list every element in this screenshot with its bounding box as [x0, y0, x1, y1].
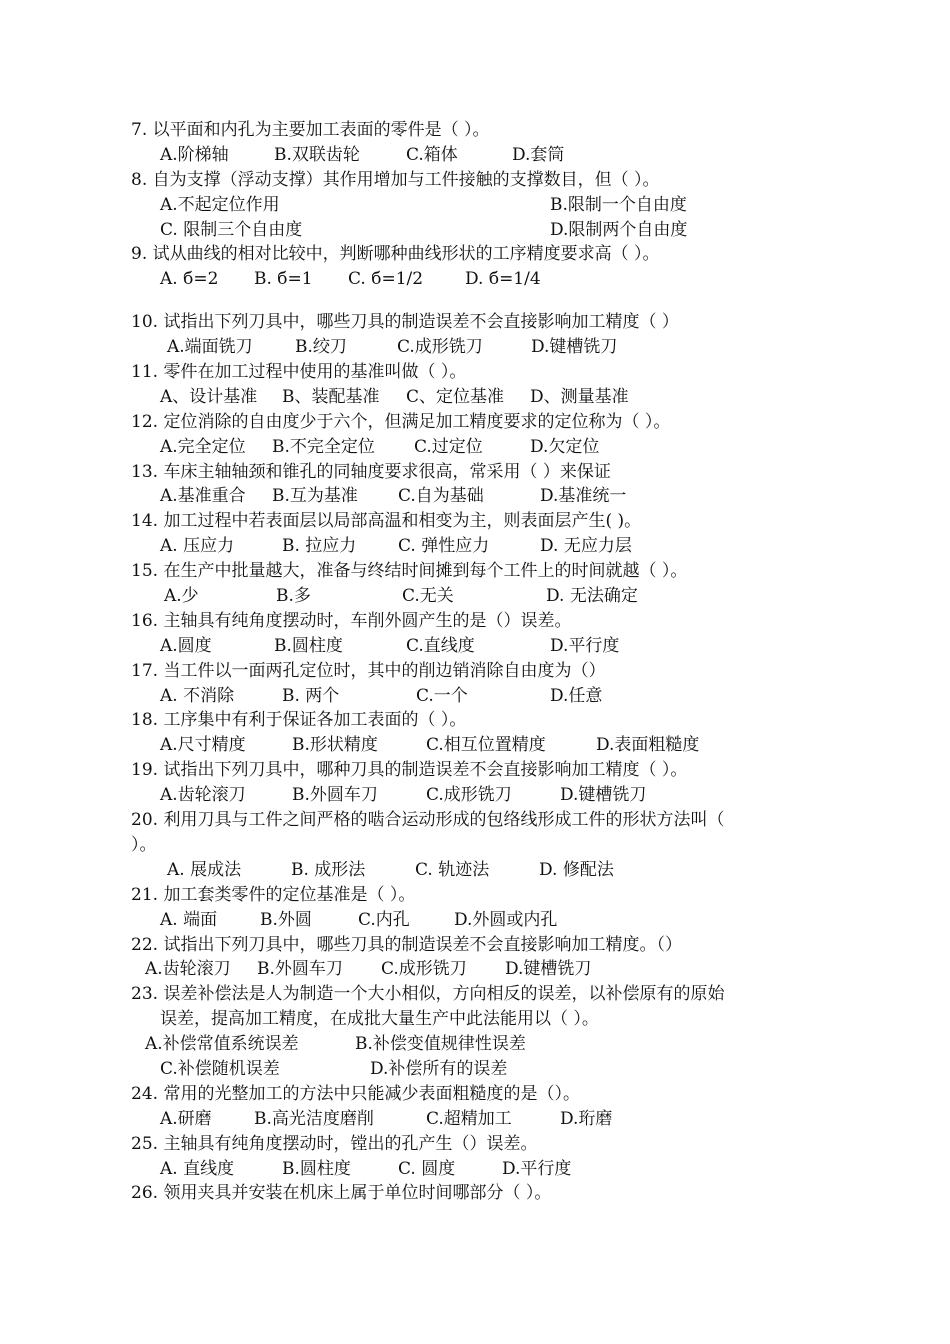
question-text: 21. 加工套类零件的定位基准是（ ）。 — [131, 884, 416, 905]
option-text: B.圆柱度 — [274, 635, 343, 656]
question-text: 8. 自为支撑（浮动支撑）其作用增加与工件接触的支撑数目，但（ ）。 — [131, 169, 660, 190]
option-text: C.一个 — [416, 685, 468, 706]
question-text: 25. 主轴具有纯角度摆动时，镗出的孔产生（）误差。 — [131, 1133, 538, 1154]
option-text: C.成形铣刀 — [381, 959, 467, 980]
question-text: 22. 试指出下列刀具中，哪些刀具的制造误差不会直接影响加工精度。（） — [131, 934, 682, 955]
option-text: A. 直线度 — [160, 1158, 235, 1179]
option-text: B.高光洁度磨削 — [254, 1108, 374, 1129]
option-text: D.键槽铣刀 — [560, 785, 647, 806]
options-line — [0, 218, 950, 243]
option-text: B.绞刀 — [295, 337, 347, 358]
question-line — [0, 460, 950, 485]
option-text: D. 无法确定 — [546, 586, 638, 607]
question-line — [0, 1181, 950, 1206]
option-text: D.珩磨 — [560, 1108, 613, 1129]
option-text: C. 圆度 — [398, 1158, 456, 1179]
option-text: B. 成形法 — [291, 859, 366, 880]
option-text: D.套筒 — [512, 144, 565, 165]
option-text: B.外圆车刀 — [257, 959, 343, 980]
question-line — [0, 559, 950, 584]
question-line — [0, 509, 950, 534]
option-text: B.形状精度 — [292, 735, 378, 756]
option-text: B.互为基准 — [272, 486, 358, 507]
question-text: ）。 — [131, 834, 157, 855]
question-line — [0, 883, 950, 908]
question-text: 7. 以平面和内孔为主要加工表面的零件是（ ）。 — [131, 120, 490, 140]
option-text: A.齿轮滚刀 — [160, 785, 246, 806]
options-line — [0, 684, 950, 709]
question-text: 18. 工序集中有利于保证各加工表面的（ ）。 — [131, 710, 467, 731]
option-text: C.成形铣刀 — [397, 337, 483, 358]
question-text: 16. 主轴具有纯角度摆动时，车削外圆产生的是（）误差。 — [131, 610, 572, 631]
option-text: B.圆柱度 — [282, 1158, 351, 1179]
question-text: 17. 当工件以一面两孔定位时，其中的削边销消除自由度为（） — [131, 660, 606, 681]
option-text: A.尺寸精度 — [160, 735, 246, 756]
option-text: B.外圆车刀 — [292, 785, 378, 806]
option-text: C. 限制三个自由度 — [160, 219, 303, 240]
options-line — [0, 908, 950, 933]
question-text: 20. 利用刀具与工件之间严格的啮合运动形成的包络线形成工件的形状方法叫（ — [131, 810, 725, 831]
option-text: B.不完全定位 — [272, 436, 375, 457]
options-line — [0, 858, 950, 883]
question-line — [0, 659, 950, 684]
option-text: C.相互位置精度 — [426, 735, 546, 756]
options-line — [0, 335, 950, 360]
option-text: D. 修配法 — [539, 859, 614, 880]
question-text: 23. 误差补偿法是人为制造一个大小相似，方向相反的误差，以补偿原有的原始 — [131, 984, 725, 1005]
question-line — [0, 1007, 950, 1032]
question-text: 11. 零件在加工过程中使用的基准叫做（ ）。 — [131, 362, 467, 383]
option-text: C. б=1/2 — [348, 269, 424, 290]
option-text: A、设计基准 — [160, 386, 258, 407]
option-text: D.平行度 — [502, 1158, 572, 1179]
options-line — [0, 634, 950, 659]
options-line — [0, 733, 950, 758]
option-text: D.补偿所有的误差 — [370, 1058, 508, 1079]
options-line — [0, 783, 950, 808]
question-line — [0, 1132, 950, 1157]
option-text: A. 不消除 — [160, 685, 235, 706]
option-text: C. 弹性应力 — [398, 536, 490, 557]
option-text: C.过定位 — [414, 436, 483, 457]
question-text: 误差，提高加工精度，在成批大量生产中此法能用以（ ）。 — [160, 1009, 599, 1030]
option-text: D.表面粗糙度 — [596, 735, 700, 756]
option-text: B.补偿变值规律性误差 — [355, 1034, 526, 1055]
option-text: A.研磨 — [160, 1108, 212, 1129]
question-line — [0, 933, 950, 958]
question-text: 14. 加工过程中若表面层以局部高温和相变为主，则表面层产生( )。 — [131, 511, 642, 532]
option-text: C.直线度 — [406, 635, 475, 656]
option-text: C.自为基础 — [398, 486, 484, 507]
blank-line — [0, 292, 950, 310]
option-text: C.补偿随机误差 — [160, 1058, 280, 1079]
options-line — [0, 193, 950, 218]
option-text: D.键槽铣刀 — [505, 959, 592, 980]
question-line — [0, 360, 950, 385]
question-line — [0, 1082, 950, 1107]
question-text: 9. 试从曲线的相对比较中，判断哪种曲线形状的工序精度要求高（ ）。 — [131, 244, 660, 265]
option-text: B. 拉应力 — [282, 536, 357, 557]
options-line — [0, 1157, 950, 1182]
question-text: 26. 领用夹具并安装在机床上属于单位时间哪部分（ ）。 — [131, 1183, 552, 1204]
options-line — [0, 385, 950, 410]
option-text: A.不起定位作用 — [160, 194, 280, 215]
option-text: A. 端面 — [160, 909, 218, 930]
option-text: C.无关 — [402, 586, 454, 607]
option-text: A. 压应力 — [160, 536, 235, 557]
question-text: 15. 在生产中批量越大，准备与终结时间摊到每个工件上的时间就越（ ）。 — [131, 561, 688, 582]
option-text: A.补偿常值系统误差 — [145, 1034, 299, 1055]
option-text: D.欠定位 — [530, 436, 600, 457]
option-text: A. б=2 — [160, 269, 219, 290]
options-line — [0, 484, 950, 509]
options-line — [0, 534, 950, 559]
question-line — [0, 808, 950, 833]
option-text: B、装配基准 — [282, 386, 380, 407]
option-text: C.超精加工 — [426, 1108, 512, 1129]
option-text: C. 轨迹法 — [415, 859, 490, 880]
question-text: 12. 定位消除的自由度少于六个，但满足加工精度要求的定位称为（ ）。 — [131, 411, 671, 432]
option-text: C.成形铣刀 — [426, 785, 512, 806]
question-text: 13. 车床主轴轴颈和锥孔的同轴度要求很高，常采用（ ）来保证 — [131, 461, 611, 482]
option-text: D.限制两个自由度 — [550, 219, 688, 240]
option-text: B. б=1 — [254, 269, 313, 290]
option-text: D、测量基准 — [530, 386, 629, 407]
option-text: A.圆度 — [160, 635, 212, 656]
option-text: D.任意 — [550, 685, 603, 706]
options-line — [0, 435, 950, 460]
question-line — [0, 708, 950, 733]
question-line — [0, 758, 950, 783]
question-line — [0, 310, 950, 335]
question-text: 19. 试指出下列刀具中，哪种刀具的制造误差不会直接影响加工精度（ ）。 — [131, 760, 688, 781]
option-text: A.阶梯轴 — [160, 144, 229, 165]
option-text: A.少 — [164, 586, 199, 607]
options-line — [0, 1057, 950, 1082]
option-text: D. 无应力层 — [540, 536, 632, 557]
question-line — [0, 242, 950, 267]
option-text: B.限制一个自由度 — [550, 194, 687, 215]
option-text: B.多 — [276, 586, 311, 607]
option-text: A.端面铣刀 — [167, 337, 253, 358]
question-list — [0, 118, 950, 1206]
options-line — [0, 1032, 950, 1057]
option-text: B.双联齿轮 — [274, 144, 360, 165]
question-line — [0, 609, 950, 634]
option-text: A.齿轮滚刀 — [145, 959, 231, 980]
options-line — [0, 957, 950, 982]
question-line — [0, 833, 950, 858]
question-line — [0, 118, 950, 143]
question-line — [0, 410, 950, 435]
option-text: C、定位基准 — [406, 386, 505, 407]
option-text: D.基准统一 — [540, 486, 627, 507]
option-text: C.内孔 — [358, 909, 410, 930]
options-line — [0, 267, 950, 292]
question-text: 10. 试指出下列刀具中，哪些刀具的制造误差不会直接影响加工精度（ ） — [131, 312, 679, 333]
question-line — [0, 168, 950, 193]
option-text: B.外圆 — [260, 909, 312, 930]
option-text: A.完全定位 — [160, 436, 246, 457]
options-line — [0, 1107, 950, 1132]
option-text: D.键槽铣刀 — [531, 337, 618, 358]
question-line — [0, 982, 950, 1007]
option-text: D.外圆或内孔 — [454, 909, 558, 930]
option-text: B. 两个 — [282, 685, 340, 706]
option-text: A. 展成法 — [167, 859, 242, 880]
option-text: C.箱体 — [406, 144, 458, 165]
question-text: 24. 常用的光整加工的方法中只能减少表面粗糙度的是（）。 — [131, 1083, 580, 1104]
option-text: D. б=1/4 — [465, 269, 541, 290]
options-line — [0, 143, 950, 168]
option-text: A.基准重合 — [160, 486, 246, 507]
option-text: D.平行度 — [550, 635, 620, 656]
options-line — [0, 584, 950, 609]
